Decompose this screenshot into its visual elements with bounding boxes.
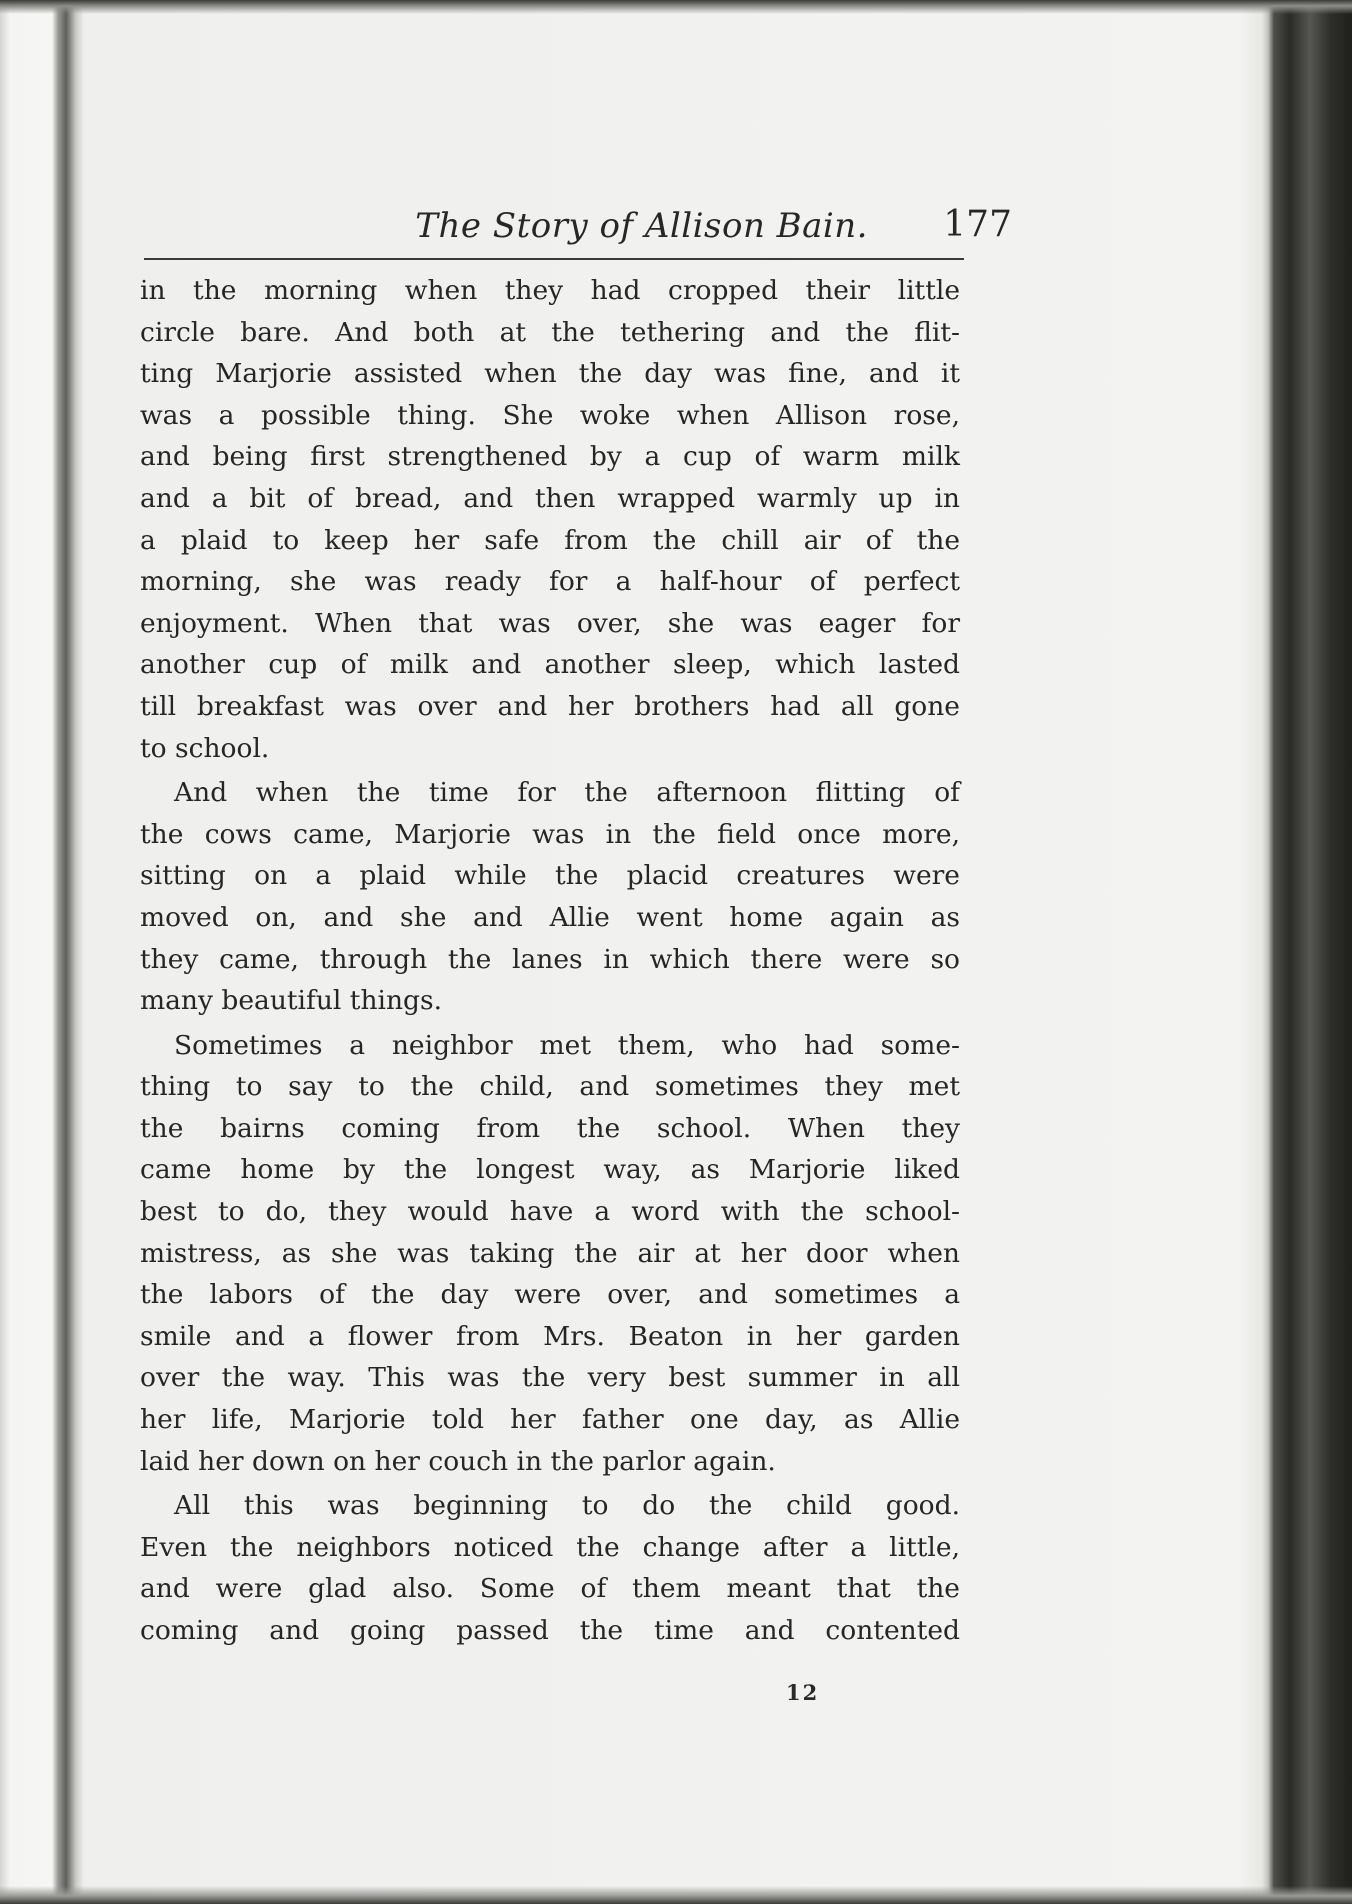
text-line: her life, Marjorie told her father one day, as Allie (140, 1404, 960, 1436)
text-line: many beautiful things. (140, 985, 443, 1017)
text-line: and a bit of bread, and then wrapped warmly up in (140, 482, 960, 514)
text-line: Even the neighbors noticed the change after a little, (140, 1531, 960, 1563)
text-line: over the way. This was the very best summer in all (140, 1362, 960, 1394)
text-line: sitting on a plaid while the placid creatures were (140, 860, 960, 892)
text-line: a plaid to keep her safe from the chill air of the (140, 524, 960, 556)
text-line: in the morning when they had cropped their little (140, 275, 960, 306)
text-line: circle bare. And both at the tethering and the flit- (140, 316, 960, 348)
text-line: All this was beginning to do the child good. (174, 1490, 960, 1522)
text-line: And when the time for the afternoon flitting of (174, 777, 960, 809)
running-head-title: The Story of Allison Bain. (415, 206, 868, 246)
text-line: laid her down on her couch in the parlor again. (140, 1445, 776, 1477)
paragraph (140, 270, 960, 769)
signature-mark: 12 (786, 1680, 820, 1705)
text-line: smile and a flower from Mrs. Beaton in her garden (140, 1320, 960, 1352)
running-head (144, 196, 1042, 260)
text-line: they came, through the lanes in which there were so (140, 943, 960, 975)
text-line: mistress, as she was taking the air at her door when (140, 1237, 960, 1269)
text-line: Sometimes a neighbor met them, who had some- (174, 1029, 960, 1061)
page-bottom-edge (0, 1886, 1352, 1904)
text-line: the bairns coming from the school. When they (140, 1112, 960, 1144)
text-line: best to do, they would have a word with the school- (140, 1196, 960, 1228)
paragraph (140, 772, 960, 1022)
text-line: till breakfast was over and her brothers had all gone (140, 690, 960, 722)
paragraph (140, 1025, 960, 1483)
text-line: and being first strengthened by a cup of warm milk (140, 441, 960, 473)
text-line: morning, she was ready for a half-hour of perfect (140, 566, 960, 598)
paragraph (140, 1485, 960, 1651)
text-line: came home by the longest way, as Marjorie liked (140, 1154, 960, 1186)
page-number: 177 (943, 204, 1012, 245)
text-line: ting Marjorie assisted when the day was fine, and it (140, 358, 960, 390)
body-text (140, 270, 960, 1655)
text-line: thing to say to the child, and sometimes they met (140, 1071, 960, 1103)
page-top-edge (0, 0, 1352, 14)
text-line: to school. (140, 732, 270, 764)
text-line: the cows came, Marjorie was in the field once more, (140, 818, 960, 850)
header-rule (144, 258, 964, 260)
text-line: enjoyment. When that was over, she was eager for (140, 607, 960, 639)
text-line: the labors of the day were over, and sometimes a (140, 1279, 960, 1311)
text-line: was a possible thing. She woke when Allison rose, (140, 399, 960, 431)
text-line: another cup of milk and another sleep, which lasted (140, 649, 960, 681)
text-line: and were glad also. Some of them meant that the (140, 1573, 960, 1605)
text-line: coming and going passed the time and contented (140, 1615, 960, 1646)
text-line: moved on, and she and Allie went home again as (140, 901, 960, 933)
